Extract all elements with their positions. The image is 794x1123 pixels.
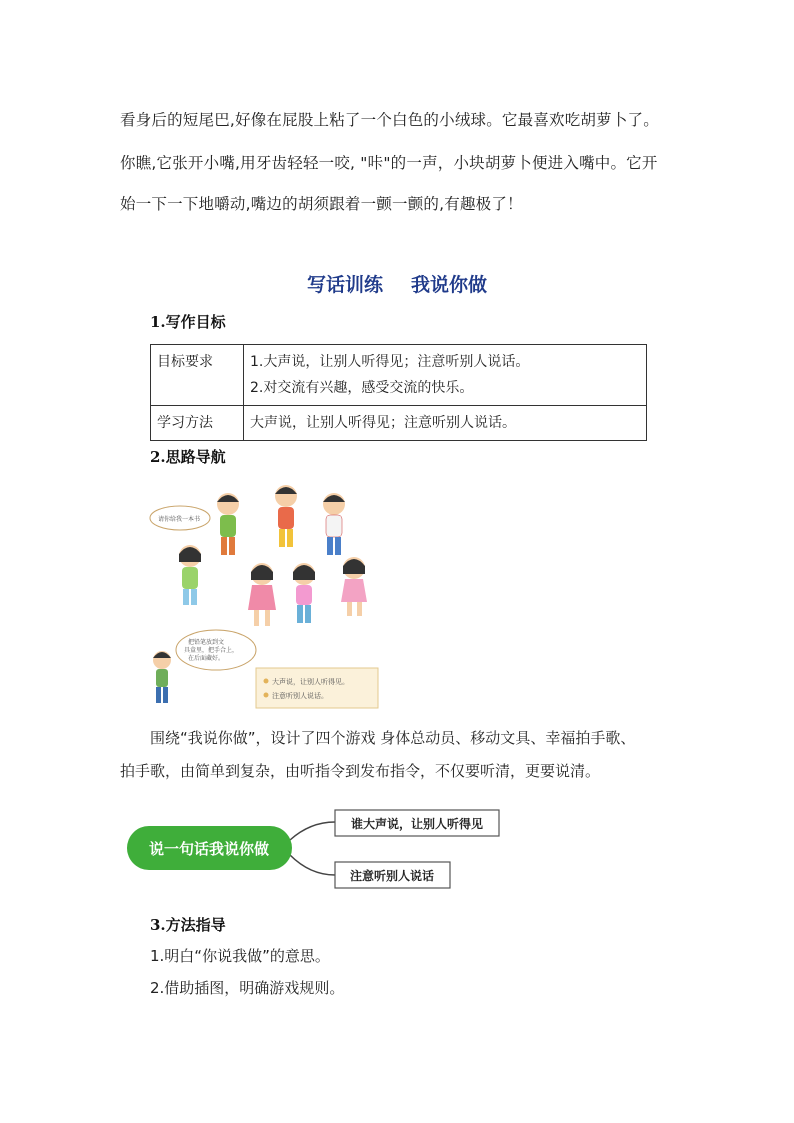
table-key-method: 学习方法 — [151, 406, 244, 441]
child-4-icon — [179, 545, 201, 605]
bubble-2-line-3: 在后面藏好。 — [188, 655, 225, 662]
child-1-icon — [217, 493, 239, 555]
mind-center-text: 说一句话我说你做 — [148, 840, 270, 858]
table-key-goal: 目标要求 — [151, 345, 244, 406]
mind-branch-2-text: 注意听别人说话 — [349, 869, 435, 883]
note-item-1: 大声说，让别人听得见。 — [272, 678, 349, 686]
table-goal-values — [244, 345, 647, 406]
child-8-icon — [153, 651, 171, 703]
goal-table — [150, 344, 647, 441]
paragraph-line-3: 始一下一下地嚼动,嘴边的胡须跟着一颤一颤的,有趣极了！ — [120, 195, 523, 213]
section-2-paragraph-line-1: 围绕“我说你做”，设计了四个游戏 身体总动员、移动文具、幸福拍手歌、 — [150, 729, 636, 747]
child-3-icon — [323, 493, 345, 555]
children-illustration — [148, 482, 388, 712]
section-2-heading: 2.思路导航 — [150, 448, 226, 466]
child-6-icon — [293, 563, 315, 623]
paragraph-line-2: 你瞧,它张开小嘴,用牙齿轻轻一咬, "咔"的一声，小块胡萝卜便进入嘴中。它开 — [120, 154, 658, 172]
child-7-icon — [341, 557, 367, 616]
mind-branch-1-text: 谁大声说，让别人听得见 — [350, 817, 484, 831]
goal-item-1: 1.大声说，让别人听得见；注意听别人说话。 — [250, 354, 530, 370]
bubble-2-line-1: 把铅笔放到文 — [188, 639, 225, 646]
page-title — [0, 270, 794, 297]
children-illustration-svg — [148, 482, 388, 712]
section-3-heading: 3.方法指导 — [150, 916, 226, 934]
goal-item-2: 2.对交流有兴趣，感受交流的快乐。 — [250, 380, 474, 396]
bubble-1-text: 请你给我一本书 — [158, 516, 201, 523]
table-method-value: 大声说，让别人听得见；注意听别人说话。 — [244, 406, 647, 441]
mind-map-svg — [125, 800, 525, 900]
note-item-2: 注意听别人说话。 — [272, 692, 328, 700]
bubble-2-line-2: 具盒里，把手合上， — [184, 647, 239, 654]
section-2-paragraph-line-2: 拍手歌，由简单到复杂，由听指令到发布指令，不仅要听清，更要说清。 — [120, 762, 601, 780]
child-2-icon — [275, 485, 297, 547]
method-item-1: 1.明白“你说我做”的意思。 — [150, 947, 330, 965]
child-5-icon — [248, 563, 276, 626]
title-left: 写话训练 — [306, 274, 383, 296]
title-right: 我说你做 — [411, 274, 488, 296]
method-item-2: 2.借助插图，明确游戏规则。 — [150, 979, 345, 997]
mind-map — [125, 800, 525, 900]
paragraph-line-1: 看身后的短尾巴,好像在屁股上粘了一个白色的小绒球。它最喜欢吃胡萝卜了。 — [120, 111, 659, 129]
section-1-heading: 1.写作目标 — [150, 313, 226, 331]
